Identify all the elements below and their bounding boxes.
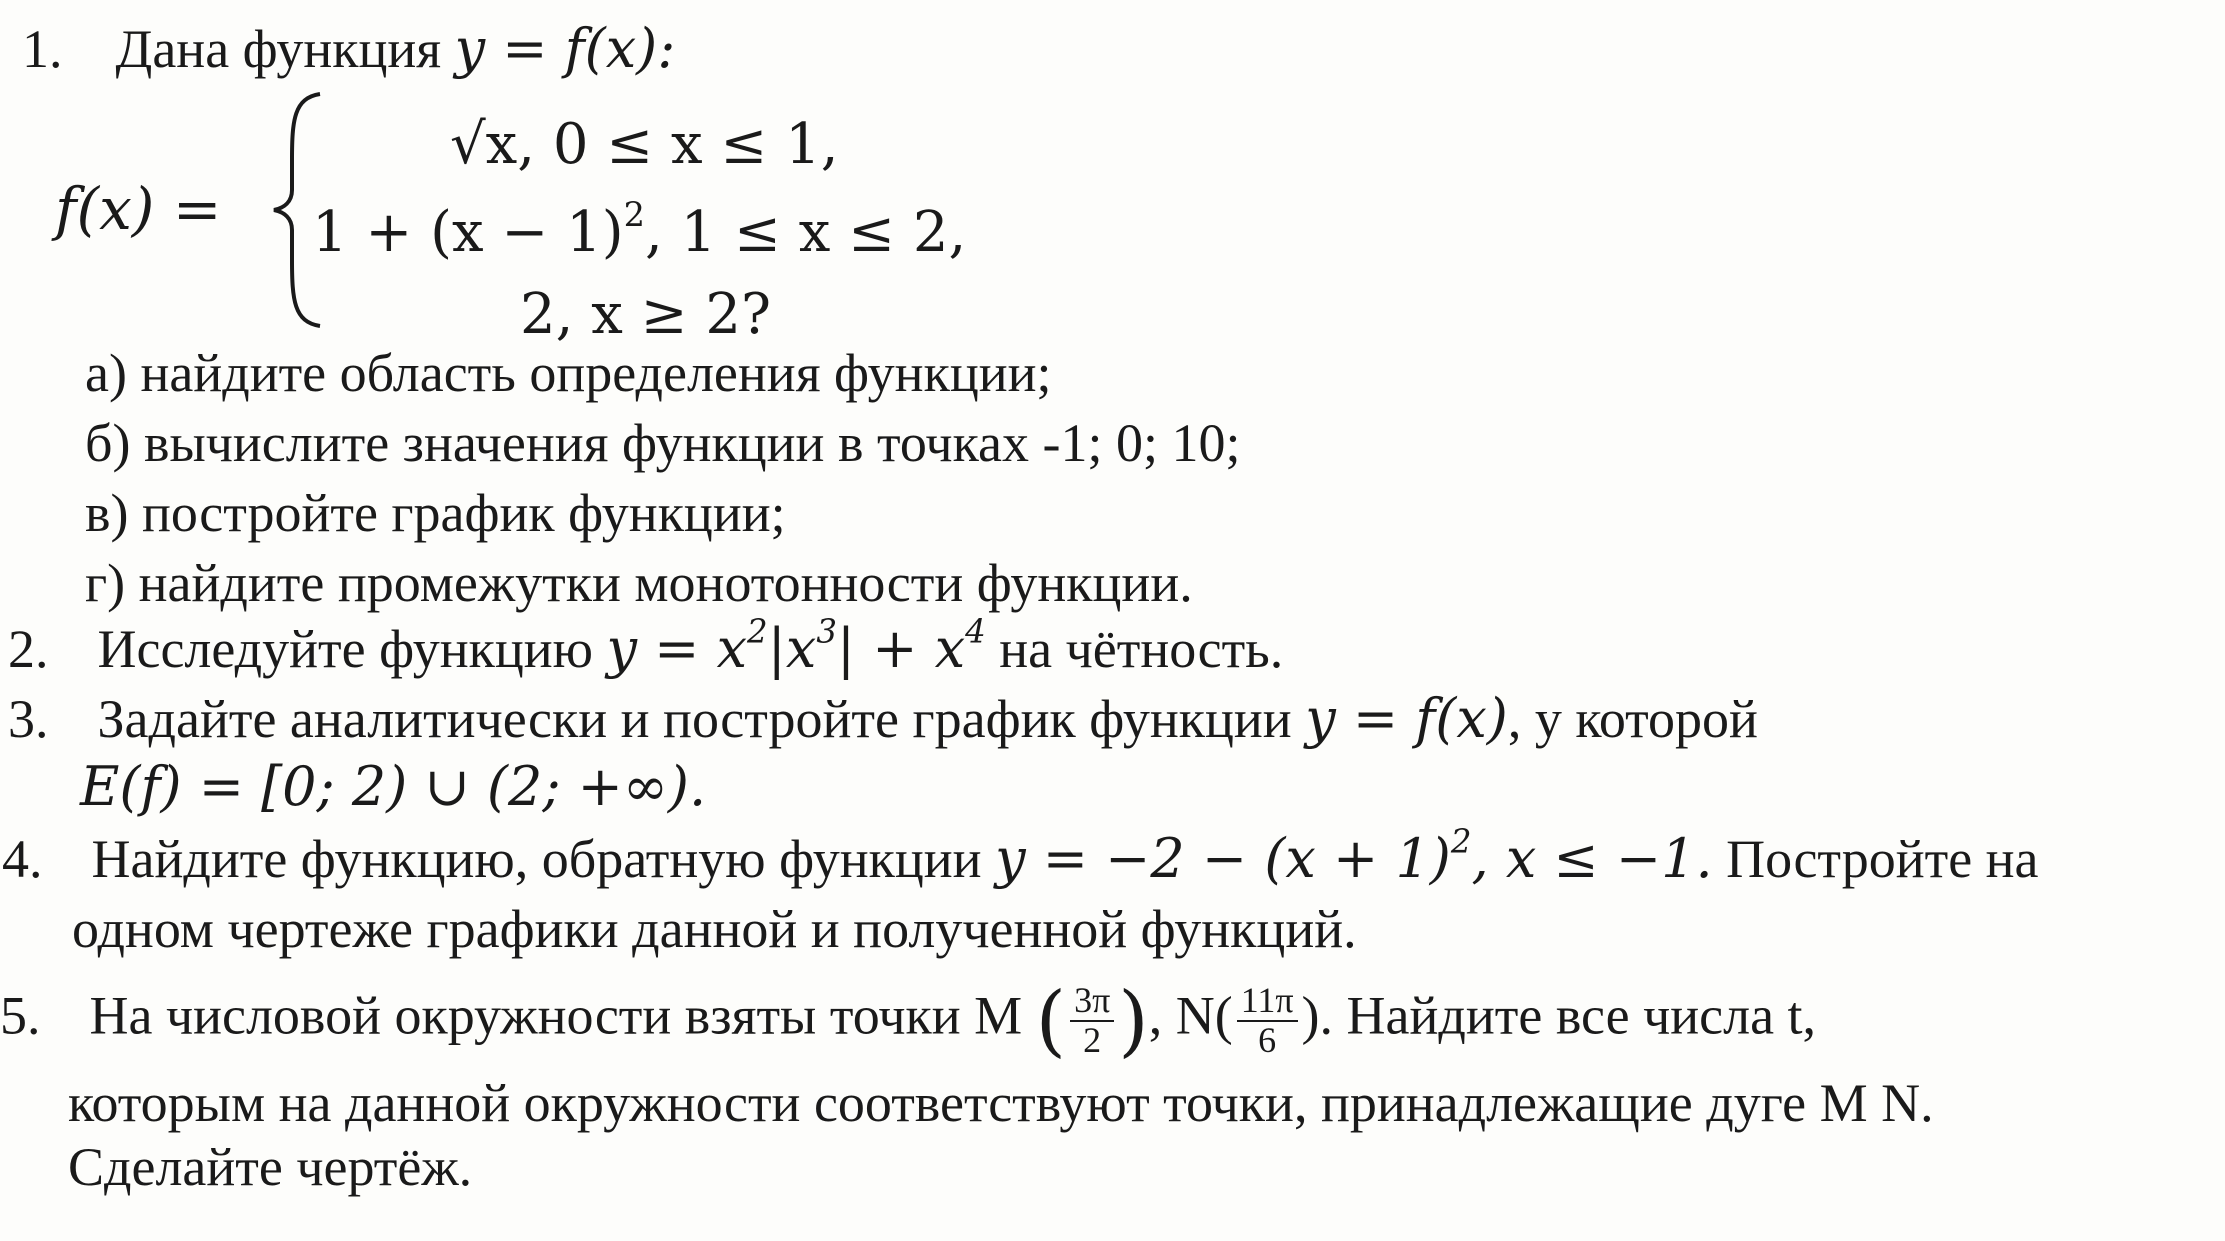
- task3-formula: y = f(x): [1305, 687, 1508, 750]
- task2-number: 2.: [8, 619, 49, 679]
- task4-number: 4.: [2, 829, 43, 889]
- task1-item-d: г) найдите промежутки монотонности функции.: [85, 553, 1193, 613]
- task1-case2: [312, 194, 967, 265]
- task1-item-c: в) постройте график функции;: [85, 483, 786, 543]
- task1-case1: √x, 0 ≤ x ≤ 1,: [450, 112, 839, 177]
- task5-line3: Сделайте чертёж.: [68, 1137, 473, 1197]
- task1-intro-formula: y = f(x):: [454, 17, 676, 80]
- task3-number: 3.: [8, 689, 49, 749]
- task5-n-fraction: $\frac{11\pi}{6}$: [1237, 982, 1298, 1060]
- task1-lhs: f(x) =: [55, 175, 222, 243]
- task3-line1: [8, 687, 1758, 750]
- task5-close-paren: ): [1118, 976, 1149, 1066]
- task2-formula: $y = x^2|x^3| + x^4$: [606, 612, 986, 680]
- task2-text: Исследуйте функцию: [97, 619, 593, 679]
- task3-line2: E(f) = [0; 2) ∪ (2; +∞).: [80, 755, 707, 818]
- task2: [8, 612, 1284, 680]
- task5-open-paren: (: [1035, 976, 1067, 1066]
- task3-text: Задайте аналитически и постройте график функции: [97, 689, 1292, 749]
- task4-line2: одном чертеже графики данной и полученной функций.: [72, 899, 1357, 959]
- task4-tail: Постройте на: [1726, 829, 2039, 889]
- task3-tail: , у которой: [1507, 689, 1758, 749]
- task1-item-a: а) найдите область определения функции;: [85, 343, 1052, 403]
- task1-case3: 2, x ≥ 2?: [520, 282, 771, 347]
- task2-tail: на чётность.: [999, 619, 1284, 679]
- task5-line2: которым на данной окружности соответствуют точки, принадлежащие дуге М N.: [68, 1073, 1934, 1133]
- task1-item-b: б) вычислите значения функции в точках -1; 0; 10;: [85, 413, 1241, 473]
- task4-line1: [2, 822, 2039, 890]
- task5-tail: ). Найдите все числа t,: [1301, 985, 1817, 1046]
- task5-n-label: , N(: [1148, 985, 1233, 1046]
- task4-formula: $y = -2 - (x + 1)^2$, x ≤ −1.: [995, 822, 1713, 890]
- task1-case2-main: 1 + (x − 1): [312, 200, 624, 265]
- task5-line1: [0, 976, 1817, 1066]
- task1-number: 1.: [22, 19, 63, 79]
- task5-text: На числовой окружности взяты точки М: [89, 985, 1023, 1046]
- task1-case2-exponent: 2: [623, 194, 645, 234]
- task1-header: [22, 17, 676, 80]
- task1-intro: Дана функция: [115, 19, 442, 79]
- task4-text: Найдите функцию, обратную функции: [91, 829, 982, 889]
- task5-number: 5.: [0, 985, 41, 1046]
- task5-m-fraction: $\frac{3\pi}{2}$: [1070, 982, 1114, 1060]
- task1-case2-tail: , 1 ≤ x ≤ 2,: [644, 200, 967, 265]
